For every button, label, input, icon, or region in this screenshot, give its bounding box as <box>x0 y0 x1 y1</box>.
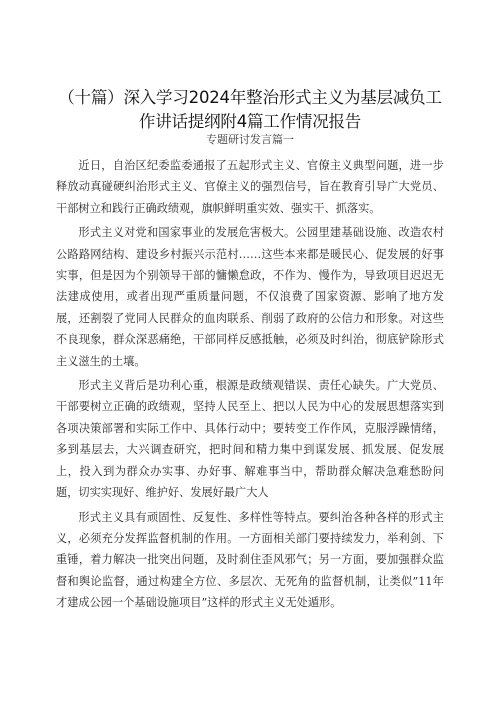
body-paragraph-4: 形式主义具有顽固性、反复性、多样性等特点。要纠治各种各样的形式主义，必须充分发挥监督机制的作用。一方面相关部门要持续发力，举利剑、下重锤，着力解决一批突出问题，及时刹住歪风邪气；另一方面，要加强群众监督和舆论监督，通过构建全方位、多层次、无死角的监督机制，让类似”11年才建成公园一个基础设施项目”这样的形式主义无处遁形。 <box>56 510 444 610</box>
section-heading: 专题研讨发言篇一 <box>206 133 294 146</box>
document-title-line-2: 作讲话提纲附4篇工作情况报告 <box>138 112 362 131</box>
body-paragraph-2: 形式主义对党和国家事业的发展危害极大。公园里建基础设施、改造农村公路路网结构、建设乡村振兴示范村……这些本来都是暖民心、促发展的好事实事，但是因为个别领导干部的慵懒怠政，不作为、慢作为，导致项目迟迟无法建成使用，或者出现严重质量问题，不仅浪费了国家资源、影响了地方发展，还割裂了党同人民群众的血肉联系、削弱了政府的公信力和形象。对这些不良现象，群众深恶痛绝，干部同样反感抵触，必须及时纠治，彻底铲除形式主义滋生的土壤。 <box>56 226 444 368</box>
document-title-line-1: （十篇）深入学习2024年整治形式主义为基层减负工 <box>58 88 442 107</box>
body-paragraph-3: 形式主义背后是功利心重，根源是政绩观错误、责任心缺失。广大党员、干部要树立正确的政绩观，坚持人民至上、把以人民为中心的发展思想落实到各项决策部署和实际工作中、具体行动中；要转变工作作风，克服浮躁情绪，多到基层去，大兴调查研究，把时间和精力集中到谋发展、抓发展、促发展上，投入到为群众办实事、办好事、解难事当中，帮助群众解决急难愁盼问题，切实实现好、维护好、发展好最广大人 <box>56 379 444 500</box>
body-paragraph-1: 近日，自治区纪委监委通报了五起形式主义、官僚主义典型问题，进一步释放动真碰硬纠治形式主义、官僚主义的强烈信号，旨在教育引导广大党员、干部树立和践行正确政绩观，旗帜鲜明重实效、强实干、抓落实。 <box>56 159 444 215</box>
document-body <box>56 155 444 614</box>
